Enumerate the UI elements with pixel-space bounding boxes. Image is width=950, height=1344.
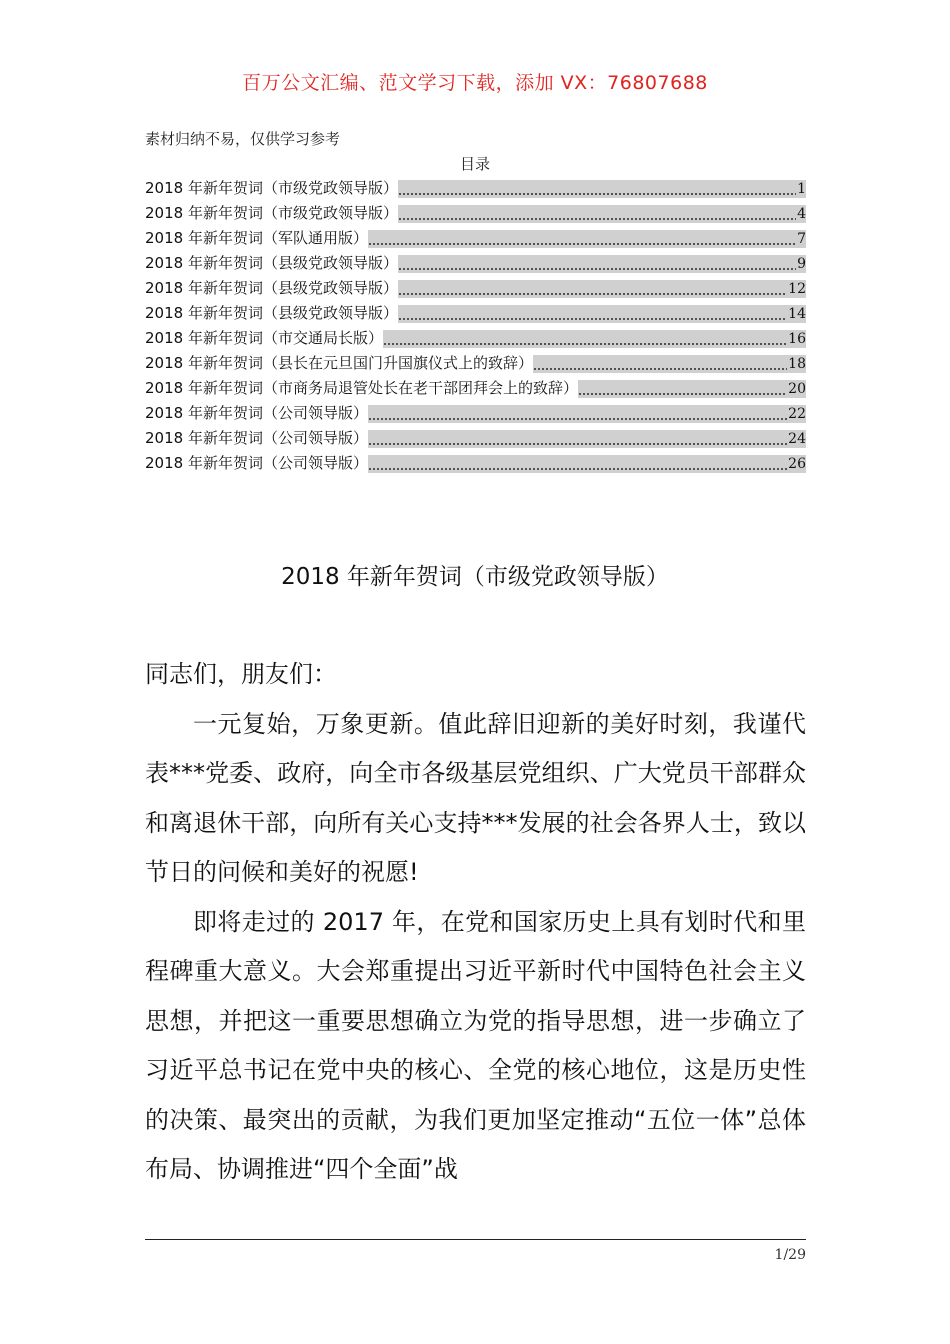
page-number: 1/29 xyxy=(774,1247,806,1263)
toc-entry[interactable] xyxy=(145,226,806,251)
toc-entry-label: 2018 年新年贺词（市级党政领导版） xyxy=(145,204,398,222)
toc-dot-leader xyxy=(578,386,787,396)
toc-entry-label: 2018 年新年贺词（县长在元旦国门升国旗仪式上的致辞） xyxy=(145,354,533,372)
toc-entry[interactable] xyxy=(145,376,806,401)
toc-entry-leader xyxy=(368,430,806,448)
toc-dot-leader xyxy=(398,211,796,221)
toc-entry-leader xyxy=(368,405,806,423)
toc-entry[interactable] xyxy=(145,201,806,226)
toc-dot-leader xyxy=(368,236,796,246)
footer-rule xyxy=(145,1239,806,1240)
toc-entry-page: 14 xyxy=(788,306,806,322)
article-body xyxy=(145,650,806,1195)
article-title: 2018 年新年贺词（市级党政领导版） xyxy=(281,564,669,590)
toc-entry[interactable] xyxy=(145,351,806,376)
toc-entry[interactable] xyxy=(145,251,806,276)
toc-dot-leader xyxy=(533,361,787,371)
toc-title: 目录 xyxy=(459,155,490,173)
toc-entry-page: 20 xyxy=(788,381,806,397)
toc-entry-label: 2018 年新年贺词（县级党政领导版） xyxy=(145,304,398,322)
toc-entry-page: 1 xyxy=(797,181,806,197)
toc-entry-page: 12 xyxy=(788,281,806,297)
toc-entry-leader xyxy=(383,330,806,348)
toc-entry-leader xyxy=(398,205,806,223)
table-of-contents xyxy=(145,176,806,476)
toc-entry-label: 2018 年新年贺词（县级党政领导版） xyxy=(145,254,398,272)
toc-entry-leader xyxy=(368,455,806,473)
toc-entry-leader xyxy=(398,180,806,198)
toc-entry-label: 2018 年新年贺词（市交通局长版） xyxy=(145,329,383,347)
toc-entry-label: 2018 年新年贺词（市级党政领导版） xyxy=(145,179,398,197)
toc-dot-leader xyxy=(368,461,787,471)
salutation: 同志们，朋友们： xyxy=(145,660,337,688)
toc-entry[interactable] xyxy=(145,451,806,476)
toc-entry[interactable] xyxy=(145,301,806,326)
toc-entry-page: 16 xyxy=(788,331,806,347)
toc-dot-leader xyxy=(383,336,787,346)
toc-entry-page: 9 xyxy=(797,256,806,272)
toc-entry-page: 22 xyxy=(788,406,806,422)
toc-entry[interactable] xyxy=(145,401,806,426)
promo-banner: 百万公文汇编、范文学习下载，添加 VX：76807688 xyxy=(242,72,708,94)
toc-entry-label: 2018 年新年贺词（公司领导版） xyxy=(145,429,368,447)
toc-dot-leader xyxy=(398,311,787,321)
toc-entry-page: 7 xyxy=(797,231,806,247)
toc-entry-label: 2018 年新年贺词（县级党政领导版） xyxy=(145,279,398,297)
toc-entry-leader xyxy=(578,380,806,398)
toc-dot-leader xyxy=(368,436,787,446)
toc-entry-label: 2018 年新年贺词（军队通用版） xyxy=(145,229,368,247)
toc-entry-page: 18 xyxy=(788,356,806,372)
toc-entry-leader xyxy=(398,305,806,323)
toc-entry[interactable] xyxy=(145,326,806,351)
toc-entry-leader xyxy=(368,230,806,248)
toc-entry[interactable] xyxy=(145,176,806,201)
toc-entry-leader xyxy=(398,280,806,298)
paragraph: 即将走过的 2017 年，在党和国家历史上具有划时代和里程碑重大意义。大会郑重提出习近平新时代中国特色社会主义思想，并把这一重要思想确立为党的指导思想，进一步确立了习近平总书记在党中央的核心、全党的核心地位，这是历史性的决策、最突出的贡献，为我们更加坚定推动“五位一体”总体布局、协调推进“四个全面”战 xyxy=(145,907,806,1183)
toc-dot-leader xyxy=(368,411,787,421)
toc-entry-label: 2018 年新年贺词（公司领导版） xyxy=(145,454,368,472)
toc-entry-label: 2018 年新年贺词（市商务局退管处长在老干部团拜会上的致辞） xyxy=(145,379,578,397)
toc-entry-leader xyxy=(533,355,806,373)
toc-entry-page: 26 xyxy=(788,456,806,472)
toc-entry-label: 2018 年新年贺词（公司领导版） xyxy=(145,404,368,422)
paragraph: 一元复始，万象更新。值此辞旧迎新的美好时刻，我谨代表***党委、政府，向全市各级基层党组织、广大党员干部群众和离退休干部，向所有关心支持***发展的社会各界人士，致以节日的问候和美好的祝愿! xyxy=(145,709,806,886)
toc-entry[interactable] xyxy=(145,426,806,451)
toc-entry[interactable] xyxy=(145,276,806,301)
toc-entry-leader xyxy=(398,255,806,273)
toc-dot-leader xyxy=(398,186,796,196)
usage-note: 素材归纳不易，仅供学习参考 xyxy=(145,130,341,148)
toc-entry-page: 24 xyxy=(788,431,806,447)
toc-entry-page: 4 xyxy=(797,206,806,222)
toc-dot-leader xyxy=(398,286,787,296)
toc-dot-leader xyxy=(398,261,796,271)
